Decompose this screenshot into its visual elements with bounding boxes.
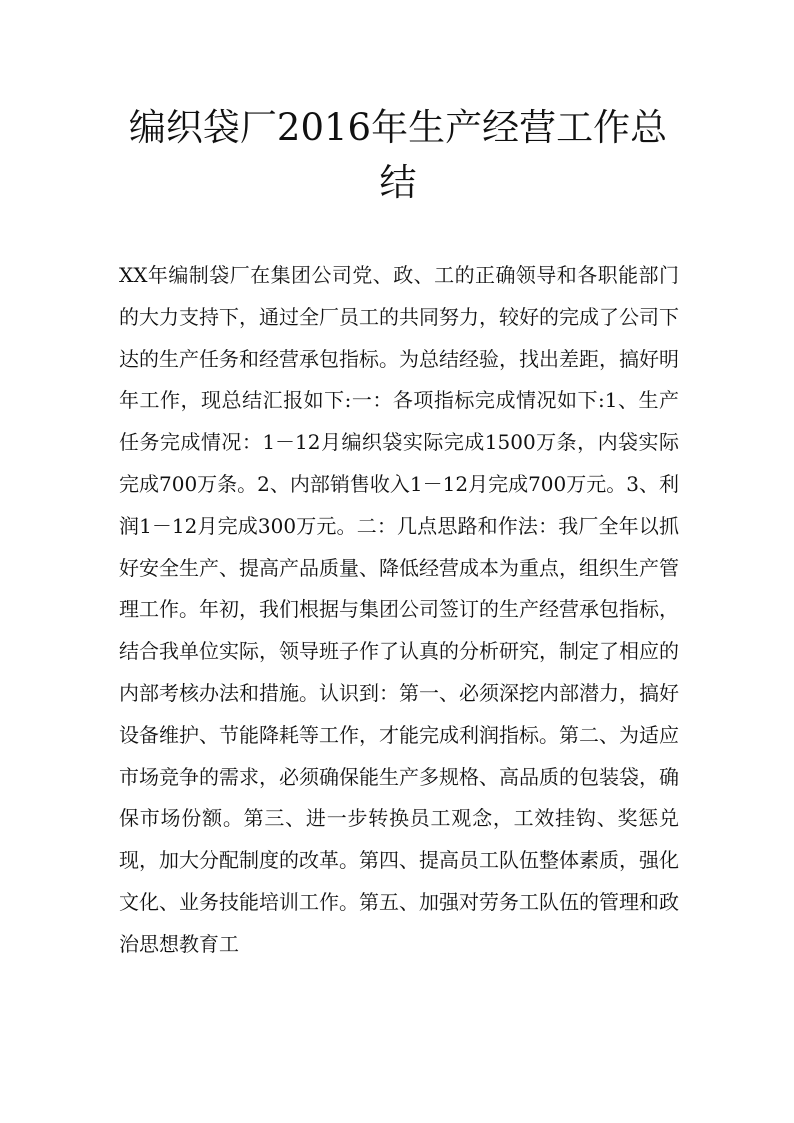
document-body: XX年编制袋厂在集团公司党、政、工的正确领导和各职能部门的大力支持下，通过全厂员工的共同努力，较好的完成了公司下达的生产任务和经营承包指标。为总结经验，找出差距，搞好明年工作，现总结汇报如下:一：各项指标完成情况如下:1、生产任务完成情况：1－12月编织袋实际完成1500万条，内袋实际完成700万条。2、内部销售收入1－12月完成700万元。3、利润1－12月完成300万元。二：几点思路和作法：我厂全年以抓好安全生产、提高产品质量、降低经营成本为重点，组织生产管理工作。年初，我们根据与集团公司签订的生产经营承包指标，结合我单位实际，领导班子作了认真的分析研究，制定了相应的内部考核办法和措施。认识到：第一、必须深挖内部潜力，搞好设备维护、节能降耗等工作，才能完成利润指标。第二、为适应市场竞争的需求，必须确保能生产多规格、高品质的包装袋，确保市场份额。第三、进一步转换员工观念，工效挂钩、奖惩兑现，加大分配制度的改革。第四、提高员工队伍整体素质，强化文化、业务技能培训工作。第五、加强对劳务工队伍的管理和政治思想教育工 [119, 263, 679, 956]
document-title: 编织袋厂2016年生产经营工作总结 [128, 106, 668, 204]
